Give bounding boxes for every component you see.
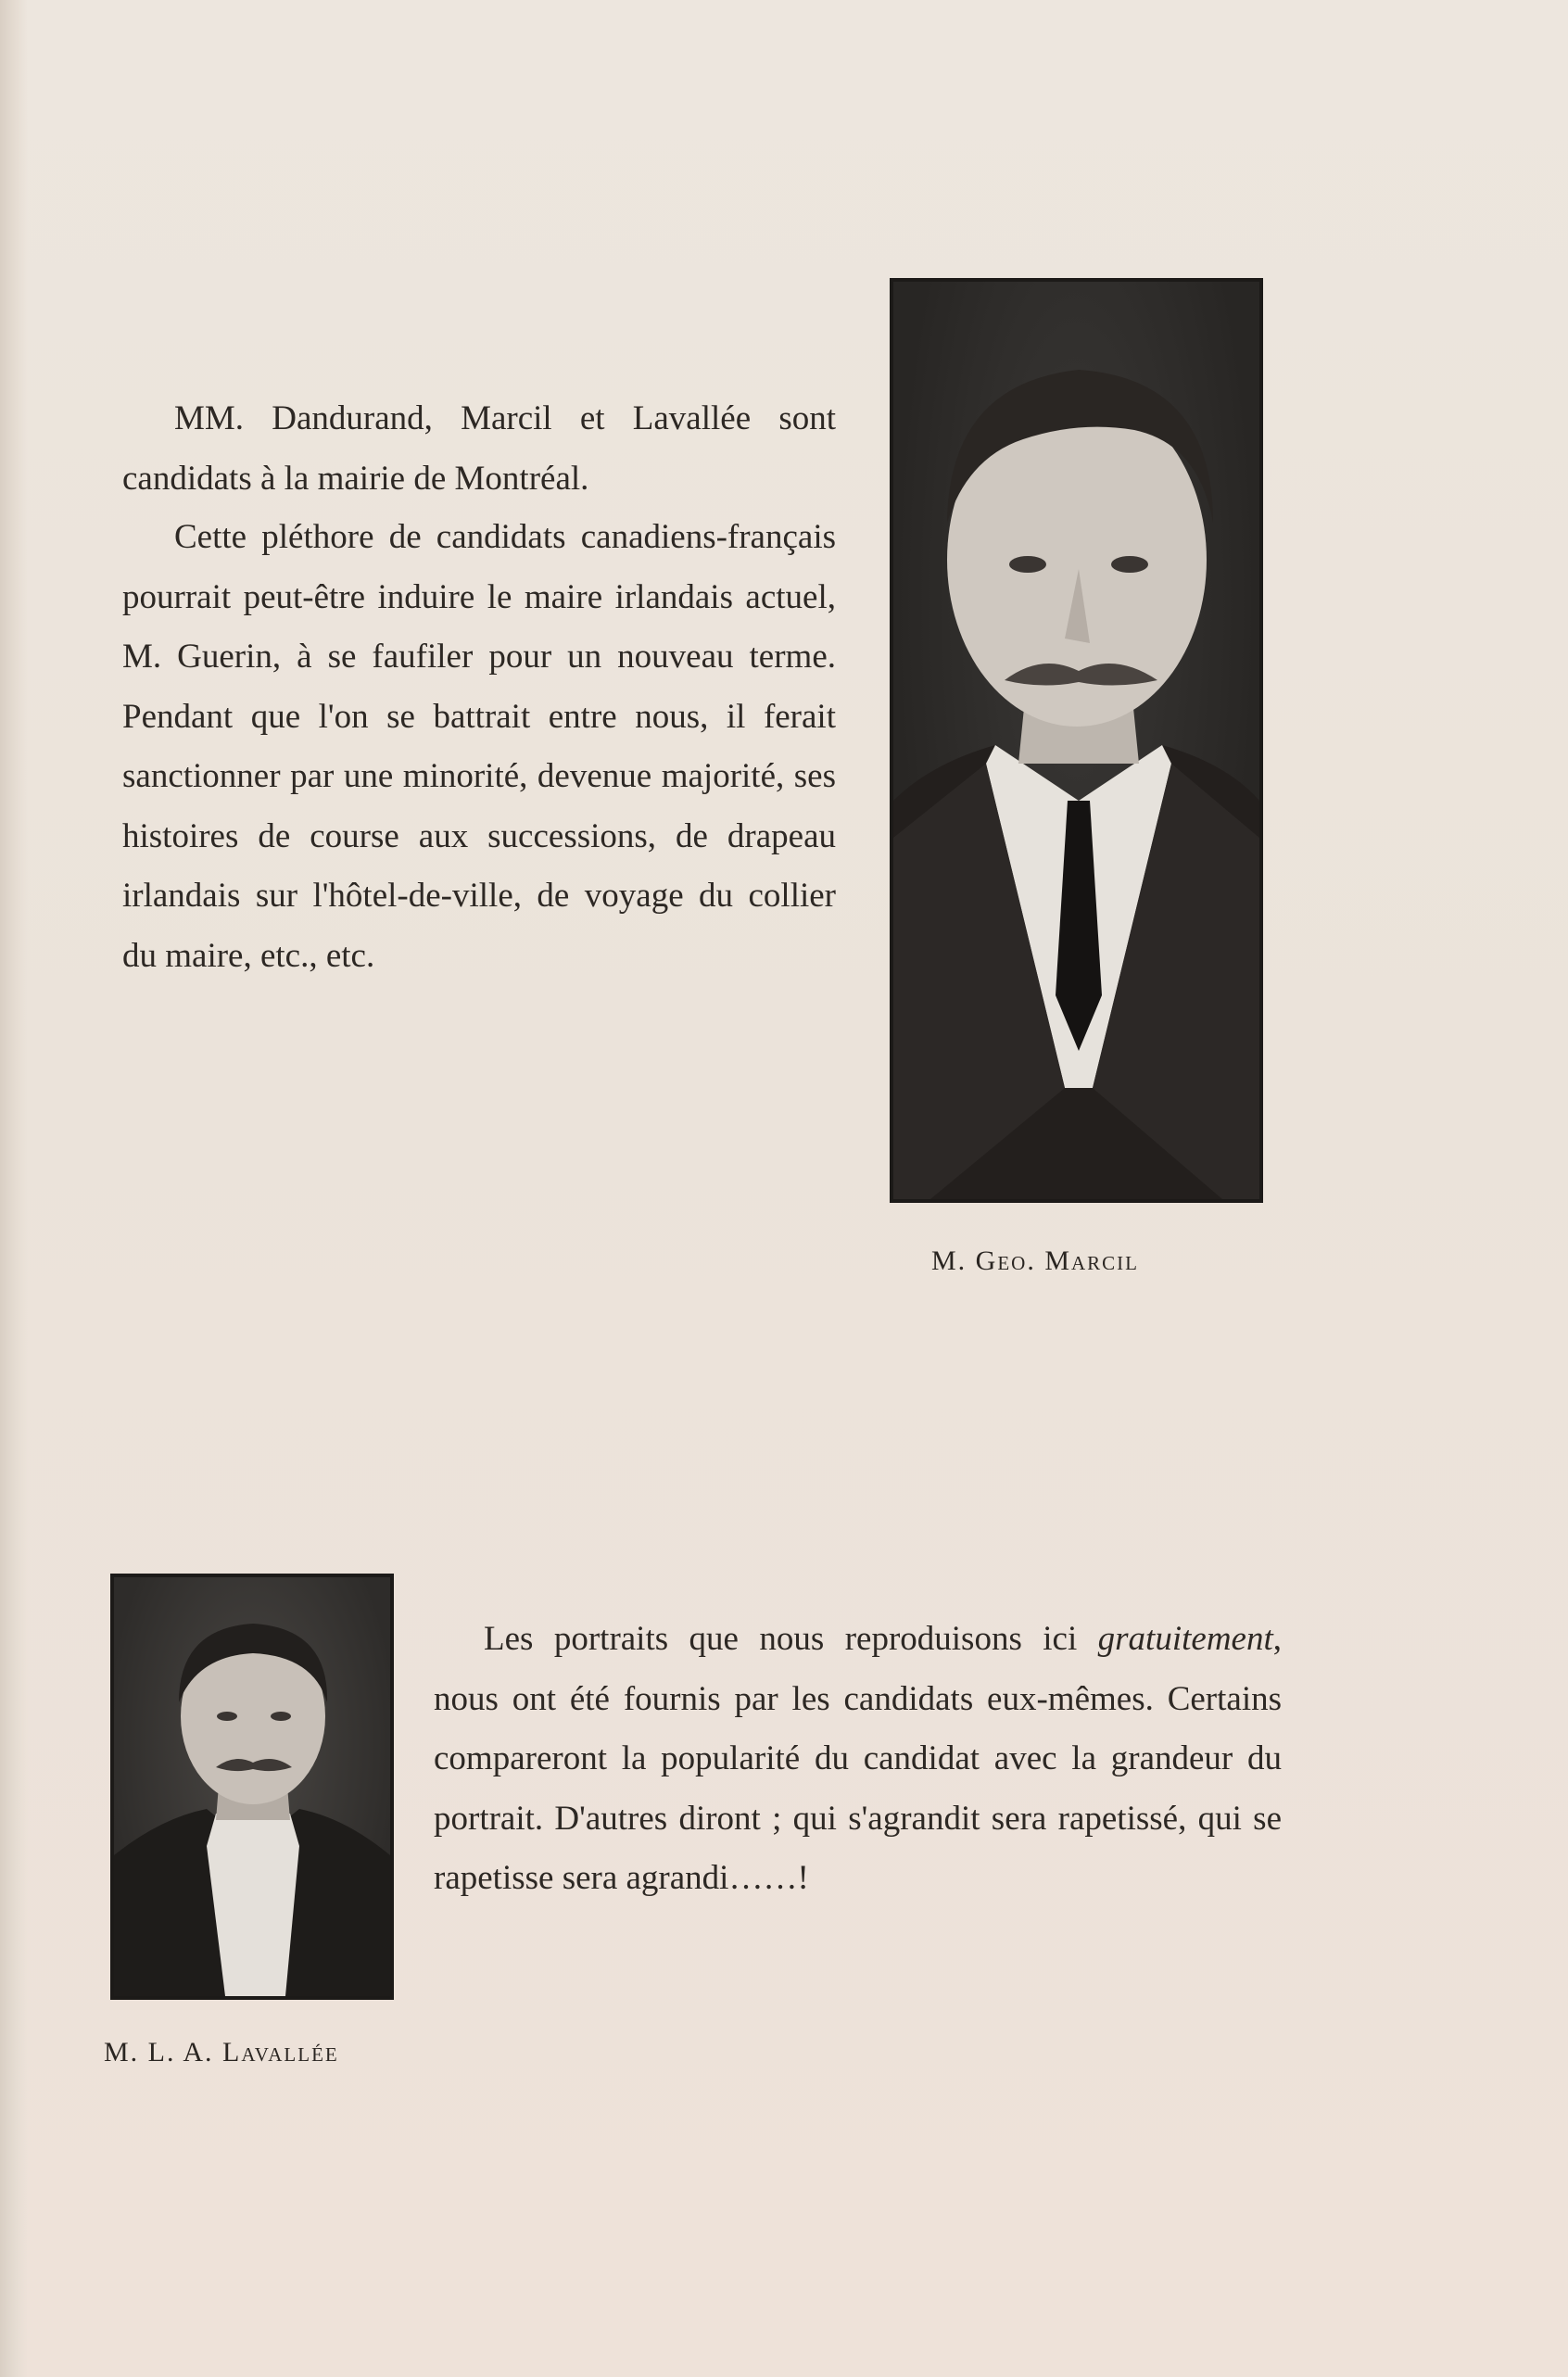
caption-marcil: M. Geo. Marcil xyxy=(931,1245,1140,1276)
portrait-marcil xyxy=(890,278,1263,1203)
portrait-lavallee xyxy=(110,1574,394,2000)
caption-lavallee: M. L. A. Lavallée xyxy=(104,2037,339,2067)
closing-paragraph-end: , nous ont été fournis par les candidats eux-mêmes. Certains compareront la popularité du candidat avec la grandeur du portrait. D'autres diront ; qui s'agrandit sera rapetissé, qui se rapetisse sera agrandi……! xyxy=(434,1620,1282,1897)
portrait-marcil-figure xyxy=(893,282,1259,1199)
intro-paragraph: MM. Dandurand, Marcil et Lavallée sont candidats à la mairie de Montréal. xyxy=(122,399,836,498)
closing-paragraph-start: Les portraits que nous reproduisons ici xyxy=(484,1620,1098,1658)
closing-paragraph xyxy=(434,1610,1282,1909)
portrait-lavallee-figure xyxy=(114,1577,390,1996)
binding-edge xyxy=(0,0,28,2377)
closing-paragraph-emphasis: gratuitement xyxy=(1097,1620,1273,1658)
commentary-paragraph: Cette pléthore de candidats canadiens-français pourrait peut-être induire le maire irlandais actuel, M. Guerin, à se faufiler pour un nouveau terme. Pendant que l'on se battrait entre nous, il ferait sanctionner par une minorité, devenue majorité, ses histoires de course aux successions, de drapeau irlandais sur l'hôtel-de-ville, de voyage du collier du maire, etc., etc. xyxy=(122,518,836,975)
